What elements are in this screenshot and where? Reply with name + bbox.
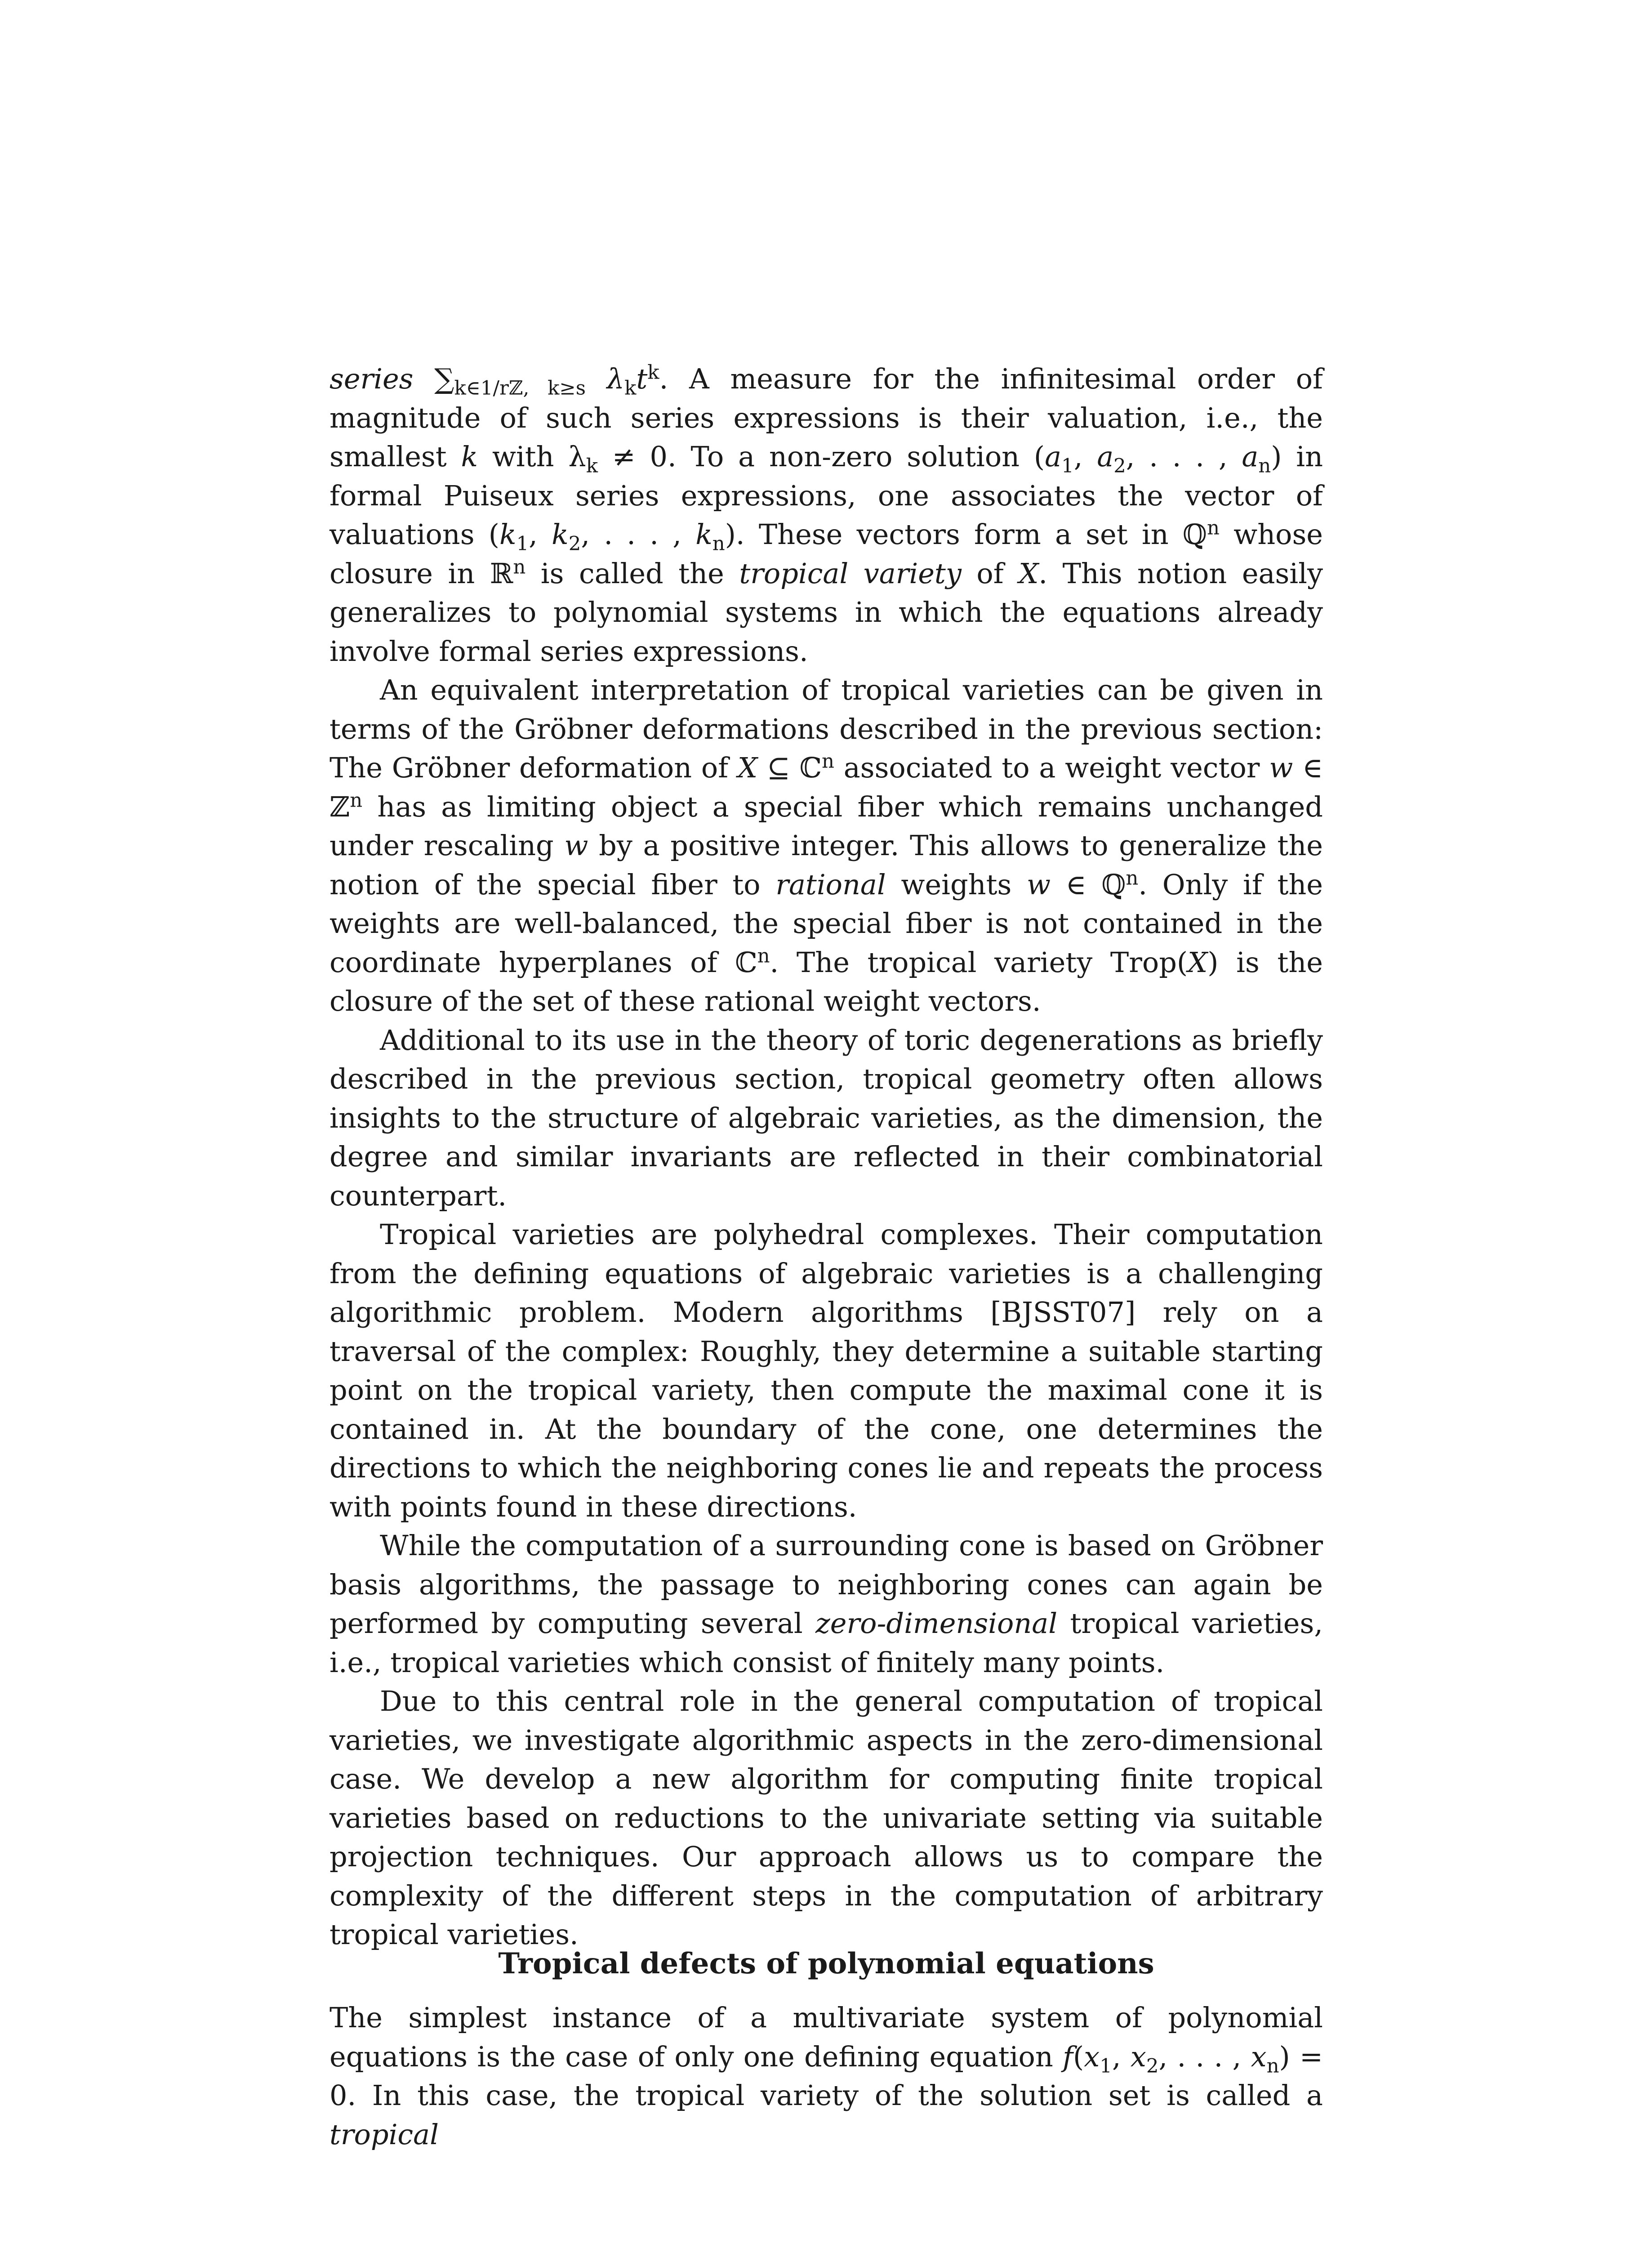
paragraph xyxy=(330,1682,1323,1954)
text-segment: X xyxy=(737,751,758,784)
text-segment: , . . . , xyxy=(1158,2040,1251,2073)
text-segment: ∈ ℚ xyxy=(1051,868,1126,901)
text-segment: Due to this central role in the general computation of tropical varieties, we investigate algorithmic aspects in the zero-dimensional case. We develop a new algorithm for computing finite tropical varieties based on reductions to the univariate setting via suitable projection techniques. Our approach allows us to compare the complexity of the different steps in the computation of arbitrary tropical varieties. xyxy=(330,1685,1323,1951)
text-segment: w xyxy=(564,829,588,862)
text-segment: . A measure for the infinitesimal order of magnitude of such series expressions is their valuation, i.e., the smallest xyxy=(330,362,1323,473)
text-segment: ⊆ ℂ xyxy=(757,751,822,784)
text-segment: k xyxy=(499,518,517,551)
text-segment: . Only if the weights are well-balanced, the special fiber is not contained in the coordinate hyperplanes of ℂ xyxy=(330,868,1323,979)
text-segment: 2 xyxy=(1146,2054,1159,2077)
text-segment: 1 xyxy=(1100,2054,1112,2077)
text-segment: ℤ, k≥s xyxy=(508,377,586,400)
text-segment: , xyxy=(1073,440,1097,473)
paragraph xyxy=(330,1021,1323,1216)
text-segment: x xyxy=(1130,2040,1146,2073)
text-segment: X xyxy=(1019,557,1039,590)
text-segment: ( xyxy=(1073,2040,1084,2073)
text-segment: w xyxy=(1027,868,1051,901)
text-segment: a xyxy=(1242,440,1259,473)
text-segment: a xyxy=(1045,440,1062,473)
text-segment: 1/r xyxy=(480,377,509,400)
text-segment: n xyxy=(1207,517,1220,540)
text-segment: tropical varieties, i.e., tropical varieties which consist of finitely many points. xyxy=(330,1607,1323,1679)
paragraph xyxy=(330,671,1323,1021)
text-segment: 1 xyxy=(1061,455,1074,477)
text-segment: whose closure in ℝ xyxy=(330,518,1323,590)
paragraph xyxy=(330,360,1323,671)
text-segment: weights xyxy=(886,868,1027,901)
text-segment: k xyxy=(624,377,637,400)
text-segment: 2 xyxy=(568,532,581,555)
text-segment: k xyxy=(461,440,478,473)
text-segment: k xyxy=(647,361,659,384)
text-segment: , xyxy=(1112,2040,1131,2073)
text-segment: The simplest instance of a multivariate system of polynomial equations is the case of only one defining equation xyxy=(330,2001,1323,2073)
text-segment: n xyxy=(513,555,526,578)
text-segment: series xyxy=(330,362,414,395)
text-segment: λ xyxy=(586,362,625,395)
text-segment: ∑ xyxy=(413,362,454,395)
text-segment: ) in formal Puiseux series expressions, one associates the vector of valuations ( xyxy=(330,440,1323,551)
text-segment: . This notion easily generalizes to polynomial systems in which the equations already involve formal series expressions. xyxy=(330,557,1323,668)
text-segment: ) = 0. In this case, the tropical variety of the solution set is called a xyxy=(330,2040,1323,2112)
text-segment: f xyxy=(1063,2040,1073,2073)
text-segment: tropical variety xyxy=(739,557,962,590)
paragraph xyxy=(330,1526,1323,1682)
text-segment: n xyxy=(1266,2054,1279,2077)
text-segment: Additional to its use in the theory of toric degenerations as briefly described in the previous section, tropical geometry often allows insights to the structure of algebraic varieties, as the dimension, the degree and similar invariants are reflected in their combinatorial counterpart. xyxy=(330,1023,1323,1212)
text-segment: zero-dimensional xyxy=(815,1607,1058,1640)
text-segment: ≠ 0. To a non-zero solution ( xyxy=(598,440,1045,473)
body-text xyxy=(330,360,1323,1954)
text-segment: ) is the closure of the set of these rational weight vectors. xyxy=(330,946,1323,1017)
text-segment: ). These vectors form a set in ℚ xyxy=(725,518,1207,551)
text-segment: x xyxy=(1084,2040,1100,2073)
text-segment: with λ xyxy=(478,440,586,473)
text-segment: n xyxy=(1126,866,1139,889)
paragraph xyxy=(330,1998,1323,2154)
text-segment: k xyxy=(552,518,569,551)
paragraph xyxy=(330,1215,1323,1526)
text-segment: x xyxy=(1251,2040,1267,2073)
text-segment: n xyxy=(822,750,834,773)
text-segment: w xyxy=(1269,751,1293,784)
text-segment: , xyxy=(529,518,552,551)
text-segment: , . . . , xyxy=(581,518,696,551)
text-segment: 1 xyxy=(516,532,529,555)
section-heading: Tropical defects of polynomial equations xyxy=(498,1947,1154,1980)
text-segment: n xyxy=(712,532,725,555)
text-segment: ∈ ℤ xyxy=(330,751,1323,823)
text-segment: tropical xyxy=(330,2118,439,2151)
text-segment: , . . . , xyxy=(1126,440,1242,473)
text-segment: t xyxy=(636,362,648,395)
text-segment: Tropical varieties are polyhedral complexes. Their computation from the defining equations of algebraic varieties is a challenging algorithmic problem. Modern algorithms [BJSST07] rely on a traversal of the complex: Roughly, they determine a suitable starting point on the tropical variety, then compute the maximal cone it is contained in. At the boundary of the cone, one determines the directions to which the neighboring cones lie and repeats the process with points found in these directions. xyxy=(330,1218,1323,1523)
text-segment: k xyxy=(695,518,712,551)
text-segment: X xyxy=(1188,946,1208,979)
text-segment: by a positive integer. This allows to generalize the notion of the special fiber to xyxy=(330,829,1323,901)
text-segment: has as limiting object a special fiber which remains unchanged under rescaling xyxy=(330,790,1323,862)
text-segment: is called the xyxy=(525,557,739,590)
text-segment: n xyxy=(757,944,770,967)
text-segment: . The tropical variety Trop( xyxy=(770,946,1188,979)
text-segment: n xyxy=(350,789,363,812)
text-segment: associated to a weight vector xyxy=(834,751,1269,784)
text-segment: n xyxy=(1258,455,1271,477)
text-segment: a xyxy=(1097,440,1114,473)
text-segment: 2 xyxy=(1113,455,1126,477)
text-segment: k xyxy=(586,455,598,477)
text-segment: k∈ xyxy=(454,377,481,400)
section-text xyxy=(330,1998,1323,2154)
text-segment: An equivalent interpretation of tropical varieties can be given in terms of the Gröbner deformations described in the previous section: The Gröbner deformation of xyxy=(330,674,1323,784)
text-segment: While the computation of a surrounding cone is based on Gröbner basis algorithms, the passage to neighboring cones can again be performed by computing several xyxy=(330,1529,1323,1640)
text-segment: of xyxy=(961,557,1019,590)
text-segment: rational xyxy=(775,868,886,901)
